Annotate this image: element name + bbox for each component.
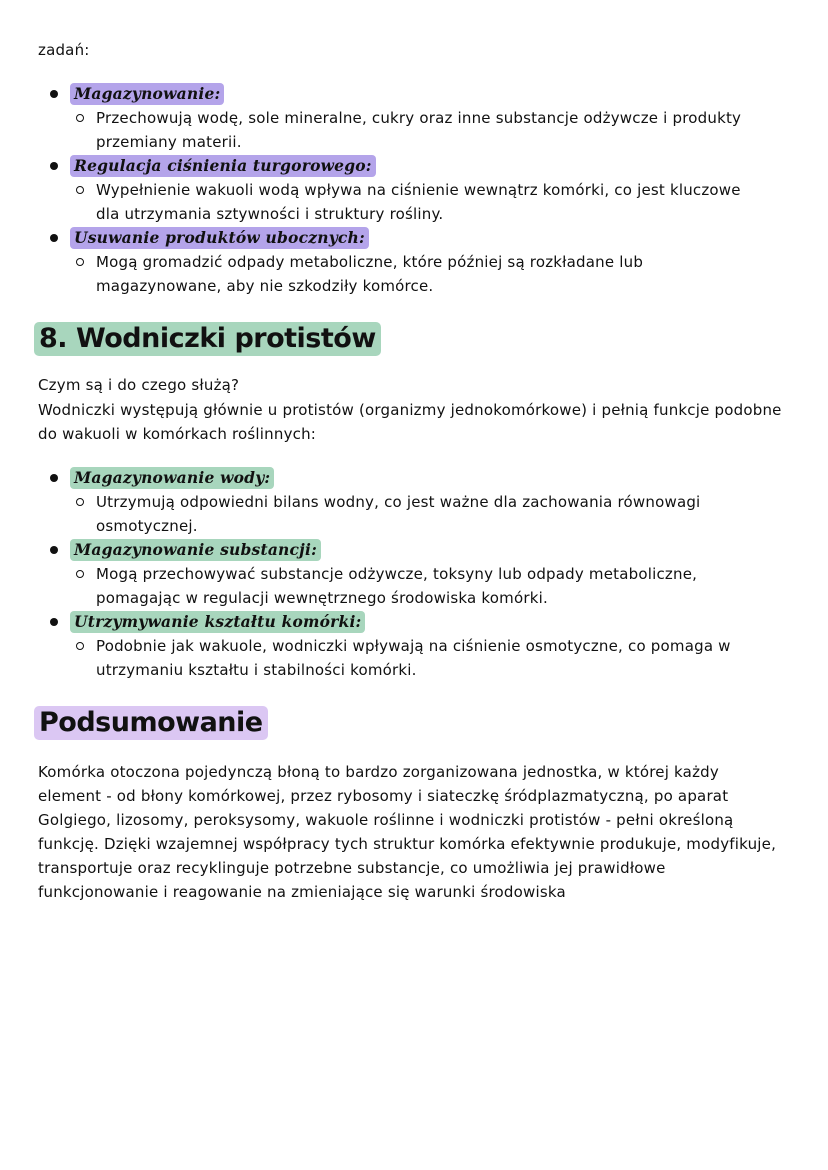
bullet-dot-icon — [50, 234, 58, 242]
item-description: Mogą gromadzić odpady metaboliczne, które później są rozkładane lub magazynowane, aby nie szkodziły komórce. — [96, 253, 644, 295]
sub-item — [0, 178, 828, 226]
item-description: Przechowują wodę, sole mineralne, cukry oraz inne substancje odżywcze i produkty przemiany materii. — [96, 109, 742, 151]
vacuole-functions-list — [0, 82, 828, 298]
section-intro: Wodniczki występują głównie u protistów (organizmy jednokomórkowe) i pełnią funkcje podobne do wakuoli w komórkach roślinnych: — [38, 401, 782, 443]
bullet-row — [0, 610, 828, 634]
circle-bullet-icon — [76, 186, 84, 194]
item-title: Magazynowanie substancji: — [70, 539, 321, 561]
item-title: Magazynowanie wody: — [70, 467, 274, 489]
sub-item — [0, 250, 828, 298]
bullet-dot-icon — [50, 474, 58, 482]
item-description: Mogą przechowywać substancje odżywcze, toksyny lub odpady metaboliczne, pomagając w regulacji wewnętrznego środowiska komórki. — [96, 565, 698, 607]
circle-bullet-icon — [76, 498, 84, 506]
summary-heading: Podsumowanie — [34, 706, 268, 740]
item-description: Wypełnienie wakuoli wodą wpływa na ciśnienie wewnątrz komórki, co jest kluczowe dla utrzymania sztywności i struktury rośliny. — [96, 181, 741, 223]
section-heading-protists: 8. Wodniczki protistów — [34, 322, 381, 356]
circle-bullet-icon — [76, 642, 84, 650]
bullet-dot-icon — [50, 162, 58, 170]
sub-item — [0, 106, 828, 154]
list-item — [0, 154, 828, 226]
item-title: Utrzymywanie kształtu komórki: — [70, 611, 365, 633]
item-title: Magazynowanie: — [70, 83, 224, 105]
bullet-dot-icon — [50, 90, 58, 98]
list-item — [0, 466, 828, 538]
bullet-dot-icon — [50, 546, 58, 554]
list-item — [0, 82, 828, 154]
section-question: Czym są i do czego służą? — [38, 376, 240, 394]
bullet-row — [0, 226, 828, 250]
list-item — [0, 538, 828, 610]
summary-paragraph: Komórka otoczona pojedynczą błoną to bardzo zorganizowana jednostka, w której każdy element - od błony komórkowej, przez rybosomy i siateczkę śródplazmatyczną, po aparat Golgiego, lizosomy, peroksysomy, wakuole roślinne i wodniczki protistów - pełni określoną funkcję. Dzięki wzajemnej współpracy tych struktur komórka efektywnie produkuje, modyfikuje, transportuje oraz recyklinguje potrzebne substancje, co umożliwia jej prawidłowe funkcjonowanie i reagowanie na zmieniające się warunki środowiska — [38, 763, 777, 901]
sub-item — [0, 490, 828, 538]
bullet-row — [0, 466, 828, 490]
list-item — [0, 226, 828, 298]
circle-bullet-icon — [76, 570, 84, 578]
bullet-row — [0, 154, 828, 178]
sub-item — [0, 634, 828, 682]
item-description: Utrzymują odpowiedni bilans wodny, co jest ważne dla zachowania równowagi osmotycznej. — [96, 493, 701, 535]
circle-bullet-icon — [76, 258, 84, 266]
item-title: Usuwanie produktów ubocznych: — [70, 227, 369, 249]
item-title: Regulacja ciśnienia turgorowego: — [70, 155, 376, 177]
circle-bullet-icon — [76, 114, 84, 122]
bullet-row — [0, 538, 828, 562]
bullet-dot-icon — [50, 618, 58, 626]
intro-text: zadań: — [38, 41, 90, 59]
list-item — [0, 610, 828, 682]
bullet-row — [0, 82, 828, 106]
sub-item — [0, 562, 828, 610]
protist-vacuole-functions-list — [0, 466, 828, 682]
item-description: Podobnie jak wakuole, wodniczki wpływają na ciśnienie osmotyczne, co pomaga w utrzymaniu kształtu i stabilności komórki. — [96, 637, 731, 679]
